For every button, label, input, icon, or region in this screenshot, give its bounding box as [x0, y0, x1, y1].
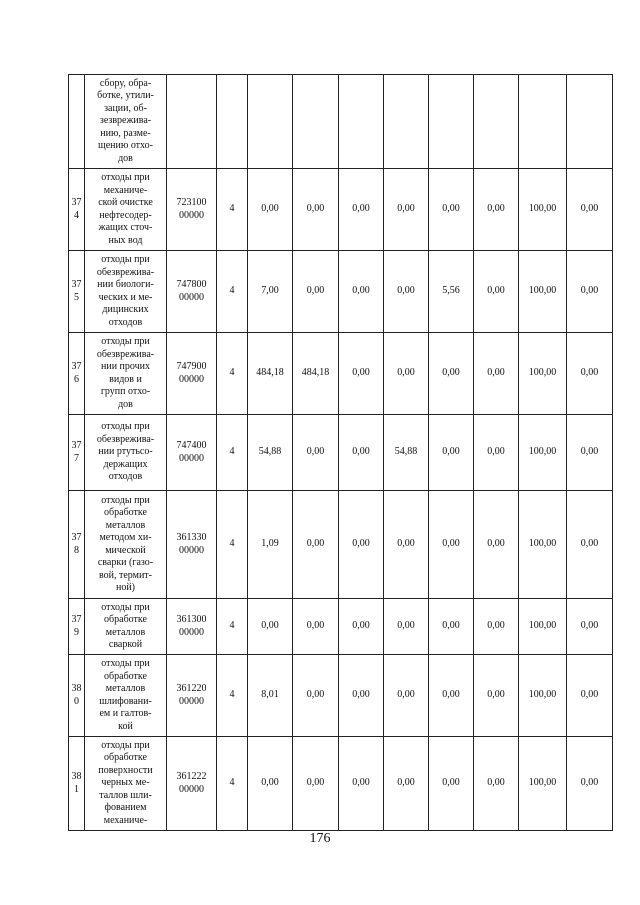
value-cell: 0,00	[384, 491, 429, 599]
table-row	[69, 737, 613, 831]
value-cell: 0,00	[293, 599, 339, 655]
value-cell: 0,00	[248, 737, 293, 831]
table-row	[69, 251, 613, 333]
value-cell: 0,00	[248, 169, 293, 251]
value-cell: 0,00	[429, 415, 474, 491]
value-cell: 0,00	[474, 169, 519, 251]
value-cell: 100,00	[519, 737, 567, 831]
value-cell: 100,00	[519, 599, 567, 655]
row-number-cell: 375	[69, 251, 85, 333]
waste-table	[68, 74, 613, 831]
waste-name-cell: отходы при обезврежива- нии биологи- ческих и ме- дицинских отходов	[85, 251, 167, 333]
value-cell	[293, 75, 339, 169]
waste-name-cell: сбору, обра- ботке, утили- зации, об- зезврежива- нию, разме- щению отхо- дов	[85, 75, 167, 169]
row-number-cell: 378	[69, 491, 85, 599]
row-number-cell: 380	[69, 655, 85, 737]
value-cell: 0,00	[567, 333, 613, 415]
value-cell: 0,00	[339, 169, 384, 251]
row-number-cell: 377	[69, 415, 85, 491]
row-number-cell: 379	[69, 599, 85, 655]
value-cell: 54,88	[384, 415, 429, 491]
value-cell	[248, 75, 293, 169]
waste-code-cell: 747800 00000	[167, 251, 217, 333]
waste-name-cell: отходы при обработке металлов методом хи- мической сварки (газо- вой, термит- ной)	[85, 491, 167, 599]
hazard-class-cell: 4	[217, 251, 248, 333]
hazard-class-cell: 4	[217, 655, 248, 737]
value-cell	[567, 75, 613, 169]
value-cell	[429, 75, 474, 169]
value-cell: 0,00	[293, 251, 339, 333]
value-cell: 0,00	[567, 599, 613, 655]
waste-name-cell: отходы при механиче- ской очистке нефтесодер- жащих сточ- ных вод	[85, 169, 167, 251]
value-cell: 100,00	[519, 491, 567, 599]
value-cell: 0,00	[429, 169, 474, 251]
hazard-class-cell	[217, 75, 248, 169]
waste-code-cell: 361222 00000	[167, 737, 217, 831]
value-cell: 0,00	[384, 251, 429, 333]
value-cell: 0,00	[339, 737, 384, 831]
value-cell: 0,00	[474, 737, 519, 831]
waste-code-cell: 361220 00000	[167, 655, 217, 737]
row-number-cell	[69, 75, 85, 169]
value-cell: 0,00	[339, 655, 384, 737]
value-cell: 100,00	[519, 655, 567, 737]
value-cell: 0,00	[384, 737, 429, 831]
table-row	[69, 491, 613, 599]
value-cell: 0,00	[567, 415, 613, 491]
table-body	[69, 75, 613, 831]
hazard-class-cell: 4	[217, 333, 248, 415]
value-cell: 0,00	[429, 491, 474, 599]
value-cell: 484,18	[293, 333, 339, 415]
value-cell: 0,00	[248, 599, 293, 655]
value-cell: 0,00	[429, 333, 474, 415]
waste-name-cell: отходы при обработке металлов шлифовани- ем и галтов- кой	[85, 655, 167, 737]
value-cell: 0,00	[474, 655, 519, 737]
value-cell: 0,00	[293, 415, 339, 491]
value-cell: 100,00	[519, 415, 567, 491]
hazard-class-cell: 4	[217, 599, 248, 655]
value-cell: 0,00	[567, 251, 613, 333]
value-cell: 484,18	[248, 333, 293, 415]
value-cell: 1,09	[248, 491, 293, 599]
value-cell: 0,00	[293, 737, 339, 831]
table-row	[69, 169, 613, 251]
value-cell: 0,00	[339, 251, 384, 333]
value-cell	[474, 75, 519, 169]
value-cell: 0,00	[293, 655, 339, 737]
hazard-class-cell: 4	[217, 169, 248, 251]
value-cell: 0,00	[429, 655, 474, 737]
value-cell: 7,00	[248, 251, 293, 333]
value-cell	[519, 75, 567, 169]
value-cell: 0,00	[429, 599, 474, 655]
row-number-cell: 376	[69, 333, 85, 415]
value-cell: 8,01	[248, 655, 293, 737]
value-cell: 0,00	[339, 491, 384, 599]
value-cell: 0,00	[474, 333, 519, 415]
value-cell: 54,88	[248, 415, 293, 491]
value-cell: 0,00	[384, 599, 429, 655]
value-cell: 0,00	[339, 415, 384, 491]
waste-code-cell: 747900 00000	[167, 333, 217, 415]
waste-name-cell: отходы при обработке металлов сваркой	[85, 599, 167, 655]
value-cell: 0,00	[293, 169, 339, 251]
value-cell: 100,00	[519, 169, 567, 251]
value-cell: 5,56	[429, 251, 474, 333]
value-cell: 0,00	[384, 169, 429, 251]
value-cell: 0,00	[567, 655, 613, 737]
waste-code-cell: 723100 00000	[167, 169, 217, 251]
waste-code-cell: 361330 00000	[167, 491, 217, 599]
value-cell: 100,00	[519, 333, 567, 415]
value-cell: 100,00	[519, 251, 567, 333]
value-cell: 0,00	[474, 415, 519, 491]
page-number: 176	[309, 831, 331, 846]
table-row	[69, 655, 613, 737]
hazard-class-cell: 4	[217, 737, 248, 831]
value-cell: 0,00	[474, 491, 519, 599]
hazard-class-cell: 4	[217, 491, 248, 599]
value-cell	[384, 75, 429, 169]
waste-name-cell: отходы при обработке поверхности черных ме- таллов шли- фованием механиче-	[85, 737, 167, 831]
value-cell: 0,00	[339, 333, 384, 415]
value-cell: 0,00	[567, 491, 613, 599]
waste-name-cell: отходы при обезврежива- нии ртутьсо- держащих отходов	[85, 415, 167, 491]
value-cell: 0,00	[567, 737, 613, 831]
value-cell: 0,00	[293, 491, 339, 599]
value-cell: 0,00	[474, 251, 519, 333]
table-row	[69, 75, 613, 169]
waste-code-cell	[167, 75, 217, 169]
value-cell: 0,00	[474, 599, 519, 655]
row-number-cell: 374	[69, 169, 85, 251]
value-cell: 0,00	[429, 737, 474, 831]
value-cell: 0,00	[339, 599, 384, 655]
table-row	[69, 599, 613, 655]
hazard-class-cell: 4	[217, 415, 248, 491]
waste-code-cell: 361300 00000	[167, 599, 217, 655]
row-number-cell: 381	[69, 737, 85, 831]
table-row	[69, 415, 613, 491]
value-cell: 0,00	[567, 169, 613, 251]
table-row	[69, 333, 613, 415]
value-cell: 0,00	[384, 333, 429, 415]
value-cell	[339, 75, 384, 169]
value-cell: 0,00	[384, 655, 429, 737]
waste-code-cell: 747400 00000	[167, 415, 217, 491]
waste-name-cell: отходы при обезврежива- нии прочих видов и групп отхо- дов	[85, 333, 167, 415]
